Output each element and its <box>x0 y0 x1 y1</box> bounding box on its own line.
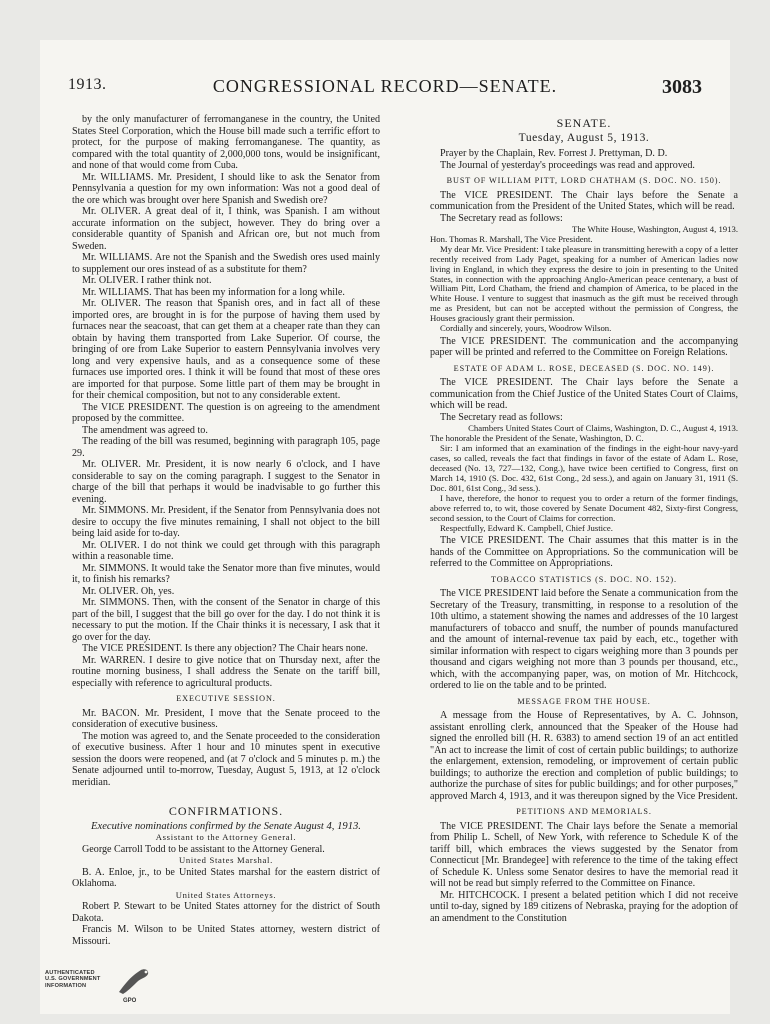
paragraph: Mr. WARREN. I desire to give notice that on Thursday next, after the routine morning business, I shall address the Senate on the tariff bill, especially with reference to agricultural products. <box>72 654 380 689</box>
gpo-line-3: INFORMATION <box>45 982 87 989</box>
letter-paragraph: Chambers United States Court of Claims, Washington, D. C., August 4, 1913. <box>468 423 738 434</box>
session-date: Tuesday, August 5, 1913. <box>518 131 650 144</box>
paragraph: The VICE PRESIDENT. The communication and the accompanying paper will be printed and referred to the Committee on Foreign Relations. <box>430 335 738 359</box>
gpo-line-1: AUTHENTICATED <box>45 970 95 976</box>
section-heading: ESTATE OF ADAM L. ROSE, DECEASED (S. DOC. NO. 149). <box>453 363 715 373</box>
paragraph: Mr. BACON. Mr. President, I move that the Senate proceed to the consideration of executive business. <box>72 707 380 730</box>
header-year: 1913. <box>68 76 107 93</box>
paragraph: Mr. OLIVER. The reason that Spanish ores, and in fact all of these imported ores, are brought in is for the purpose of having them used by furnaces near the seacoast, that can get them at a cheaper rate than they can obtain by having them transported from Lake Superior. Of course, the bringing of ore from Lake Superior to eastern Pennsylvania involves very long and very expensive hauls, and as a consequence some of these furnaces use imported ores. I think it will be found that most of these ores are imported for that purpose. Some little part of them may be brought in for their chemical composition, but not to any considerable extent. <box>72 298 380 401</box>
paragraph: The Secretary read as follows: <box>440 411 563 423</box>
section-heading: TOBACCO STATISTICS (S. DOC. NO. 152). <box>490 574 678 584</box>
section-spacer <box>72 788 380 802</box>
paragraph: The VICE PRESIDENT. Is there any objection? The Chair hears none. <box>82 643 368 654</box>
subheading-italic: Executive nominations confirmed by the Senate August 4, 1913. <box>91 820 361 832</box>
eagle-icon <box>115 962 155 1002</box>
paragraph: Francis M. Wilson to be United States attorney, western district of Missouri. <box>72 924 380 947</box>
paragraph: The VICE PRESIDENT. The Chair lays before the Senate a communication from the Chief Justice of the United States Court of Claims, which will be read. <box>430 377 738 412</box>
header-title: CONGRESSIONAL RECORD—SENATE. <box>212 76 558 96</box>
letter-paragraph: The honorable the President of the Senate, Washington, D. C. <box>430 433 644 444</box>
right-column <box>430 114 738 1014</box>
page-header <box>68 76 702 100</box>
paragraph: The VICE PRESIDENT laid before the Senate a communication from the Secretary of the Treasury, transmitting, in response to a resolution of the 10th ultimo, a statement showing the names and addresses of the 10 largest manufacturers of tobacco and snuff, the number of pounds manufactured and the amount of internal-revenue tax paid by each, etc., together with similar information with respect to cigars weighing more than 3 pounds per thousand and cigars weighing not more than 3 pounds per thousand, etc., which, with the accompanying paper, was, on motion of Mr. Hitchcock, ordered to lie on the table and to be printed. <box>430 588 738 692</box>
quoted-letter <box>430 225 738 334</box>
paragraph: The VICE PRESIDENT. The Chair lays before the Senate a memorial from Philip L. Schell, of New York, with reference to Schedule K of the tariff bill, which embraces the views suggested by the Senator from Connecticut [Mr. Brandegee] with reference to the time of the taking effect of Schedule K. Unless some Senator desires to have the memorial read it will not be read but simply referred to the Committee on Finance. <box>430 820 738 890</box>
quoted-letter <box>430 424 738 533</box>
office-heading: Assistant to the Attorney General. <box>155 832 297 842</box>
paragraph: Mr. OLIVER. I rather think not. <box>82 275 212 286</box>
letter-paragraph: Sir: I am informed that an examination of the findings in the eight-hour navy-yard cases, so called, reveals the fact that findings in favor of the estate of Adam L. Rose, deceased (No. 13, 727—132, Cong.), have twice been certified to Congress, first on March 14, 1910 (S. Doc. 432, 61st Cong., 2d sess.), and again on January 31, 1911 (S. Doc. 801, 61st Cong., 3d sess.). <box>430 443 738 493</box>
paragraph: Mr. WILLIAMS. That has been my information for a long while. <box>82 286 345 298</box>
paragraph: Mr. HITCHCOCK. I present a belated petition which I did not receive until to-day, signed by 189 citizens of Nebraska, praying for the adoption of an amendment to the Constitution <box>430 889 738 924</box>
section-heading: PETITIONS AND MEMORIALS. <box>516 807 652 817</box>
paragraph: The VICE PRESIDENT. The Chair lays before the Senate a communication from the President of the United States, which will be read. <box>430 189 738 212</box>
paragraph: George Carroll Todd to be assistant to the Attorney General. <box>82 843 325 855</box>
paragraph: A message from the House of Representatives, by A. C. Johnson, assistant enrolling clerk, announced that the Speaker of the House had signed the enrolled bill (H. R. 6383) to amend section 19 of an act entitled "An act to increase the limit of cost of certain public buildings; to authorize the enlargement, extension, remodeling, or improvement of certain public buildings; to authorize the erection and completion of public buildings; to authorize the purchase of sites for public buildings; and for other purposes," approved March 4, 1913, and it was thereupon signed by the Vice President. <box>430 710 738 802</box>
left-column <box>72 114 380 1014</box>
paragraph: The VICE PRESIDENT. The question is on agreeing to the amendment proposed by the committee. <box>72 401 380 424</box>
paragraph: The Journal of yesterday's proceedings was read and approved. <box>440 159 695 171</box>
office-heading: United States Marshal. <box>179 855 273 865</box>
paragraph: The reading of the bill was resumed, beginning with paragraph 105, page 29. <box>72 436 380 459</box>
office-heading: United States Attorneys. <box>175 889 277 900</box>
gpo-authentication-logo <box>45 962 155 1010</box>
paragraph: Mr. OLIVER. I do not think we could get through with this paragraph within a reasonable time. <box>72 539 380 562</box>
paragraph: Robert P. Stewart to be United States attorney for the district of South Dakota. <box>72 901 380 924</box>
letter-paragraph: Hon. Thomas R. Marshall, The Vice President. <box>430 233 593 244</box>
paragraph: by the only manufacturer of ferromanganese in the country, the United States Steel Corporation, which the House bill made such a terrific effort to protect, for the purpose of making ferromanganese. The quantity, as compared with the total quantity of 2,000,000 tons, would be insignificant, and none of that would come from Cuba. <box>72 114 380 171</box>
paragraph: Mr. WILLIAMS. Mr. President, I should like to ask the Senator from Pennsylvania a question for my own information: Was not a good deal of the ore which was brought over here Spanish and Swedish ore? <box>72 171 380 206</box>
paragraph: The Secretary read as follows: <box>440 212 563 224</box>
major-heading: CONFIRMATIONS. <box>168 804 284 818</box>
document-page <box>40 40 738 1014</box>
paragraph: The motion was agreed to, and the Senate proceeded to the consideration of executive business. After 1 hour and 10 minutes spent in executive session the doors were reopened, and (at 7 o'clock and 5 minutes p. m.) the Senate adjourned until to-morrow, Tuesday, August 5, 1913, at 12 o'clock meridian. <box>72 730 380 788</box>
letter-paragraph: The White House, Washington, August 4, 1913. <box>572 224 738 234</box>
paragraph: Mr. SIMMONS. Mr. President, if the Senator from Pennsylvania does not desire to occupy the five minutes remaining, I shall not object to the bill being laid aside for to-day. <box>72 505 380 539</box>
letter-paragraph: I have, therefore, the honor to request you to order a return of the former findings, above referred to, to wit, those covered by Senate Document 482, Sixty-first Congress, second session, to the Court of Claims for correction. <box>430 492 738 523</box>
gpo-logo-text <box>45 970 101 989</box>
gpo-line-2: U.S. GOVERNMENT <box>45 976 101 983</box>
section-heading: EXECUTIVE SESSION. <box>176 694 276 703</box>
paragraph: Mr. OLIVER. Oh, yes. <box>82 585 175 597</box>
paragraph: Prayer by the Chaplain, Rev. Forrest J. Prettyman, D. D. <box>440 148 668 159</box>
section-heading: MESSAGE FROM THE HOUSE. <box>517 696 651 706</box>
section-heading: BUST OF WILLIAM PITT, LORD CHATHAM (S. DOC. NO. 150). <box>446 176 722 185</box>
paragraph: The amendment was agreed to. <box>82 424 208 436</box>
paragraph: Mr. OLIVER. Mr. President, it is now nearly 6 o'clock, and I have considerable to say on the coming paragraph. I suggest to the Senator in charge of the bill that perhaps it would be inadvisable to go further this evening. <box>72 459 380 505</box>
major-heading: SENATE. <box>556 116 612 130</box>
letter-paragraph: My dear Mr. Vice President: I take pleasure in transmitting herewith a copy of a letter recently received from Lady Paget, speaking for a number of American ladies now living in England, in which they express the desire to join in presenting to the United States, in connection with the approaching Anglo-American peace centenary, a bust of William Pitt, Lord Chatham, the friend and champion of America, to be placed in the White House. I venture to suggest that inasmuch as the gift must be received through me as President, but can not be accepted without the permission of Congress, the Houses graciously grant their permission. <box>430 243 738 324</box>
paragraph: Mr. OLIVER. A great deal of it, I think, was Spanish. I am without accurate information on the subject, however. They do bring over a considerable quantity of Spanish and African ore, but not much from Sweden. <box>72 206 380 252</box>
paragraph: B. A. Enloe, jr., to be United States marshal for the eastern district of Oklahoma. <box>72 866 380 889</box>
paragraph: Mr. SIMMONS. Then, with the consent of the Senator in charge of this part of the bill, I suggest that the bill go over for the day. I do not think it is necessary to put the motion. If the Chair thinks it is necessary, I ask that it go over for the day. <box>72 597 380 643</box>
paragraph: The VICE PRESIDENT. The Chair assumes that this matter is in the hands of the Committee on Appropriations. So the communication will be referred to the Committee on Appropriations. <box>430 535 738 570</box>
header-page-number: 3083 <box>662 76 702 98</box>
letter-paragraph: Respectfully, Edward K. Campbell, Chief Justice. <box>440 522 613 533</box>
paragraph: Mr. SIMMONS. It would take the Senator more than five minutes, would it, to finish his remarks? <box>72 562 380 585</box>
letter-paragraph: Cordially and sincerely, yours, Woodrow Wilson. <box>440 323 612 334</box>
gpo-mark: GPO <box>123 998 137 1004</box>
paragraph: Mr. WILLIAMS. Are not the Spanish and the Swedish ores used mainly to supplement our ores instead of as a substitute for them? <box>72 252 380 275</box>
